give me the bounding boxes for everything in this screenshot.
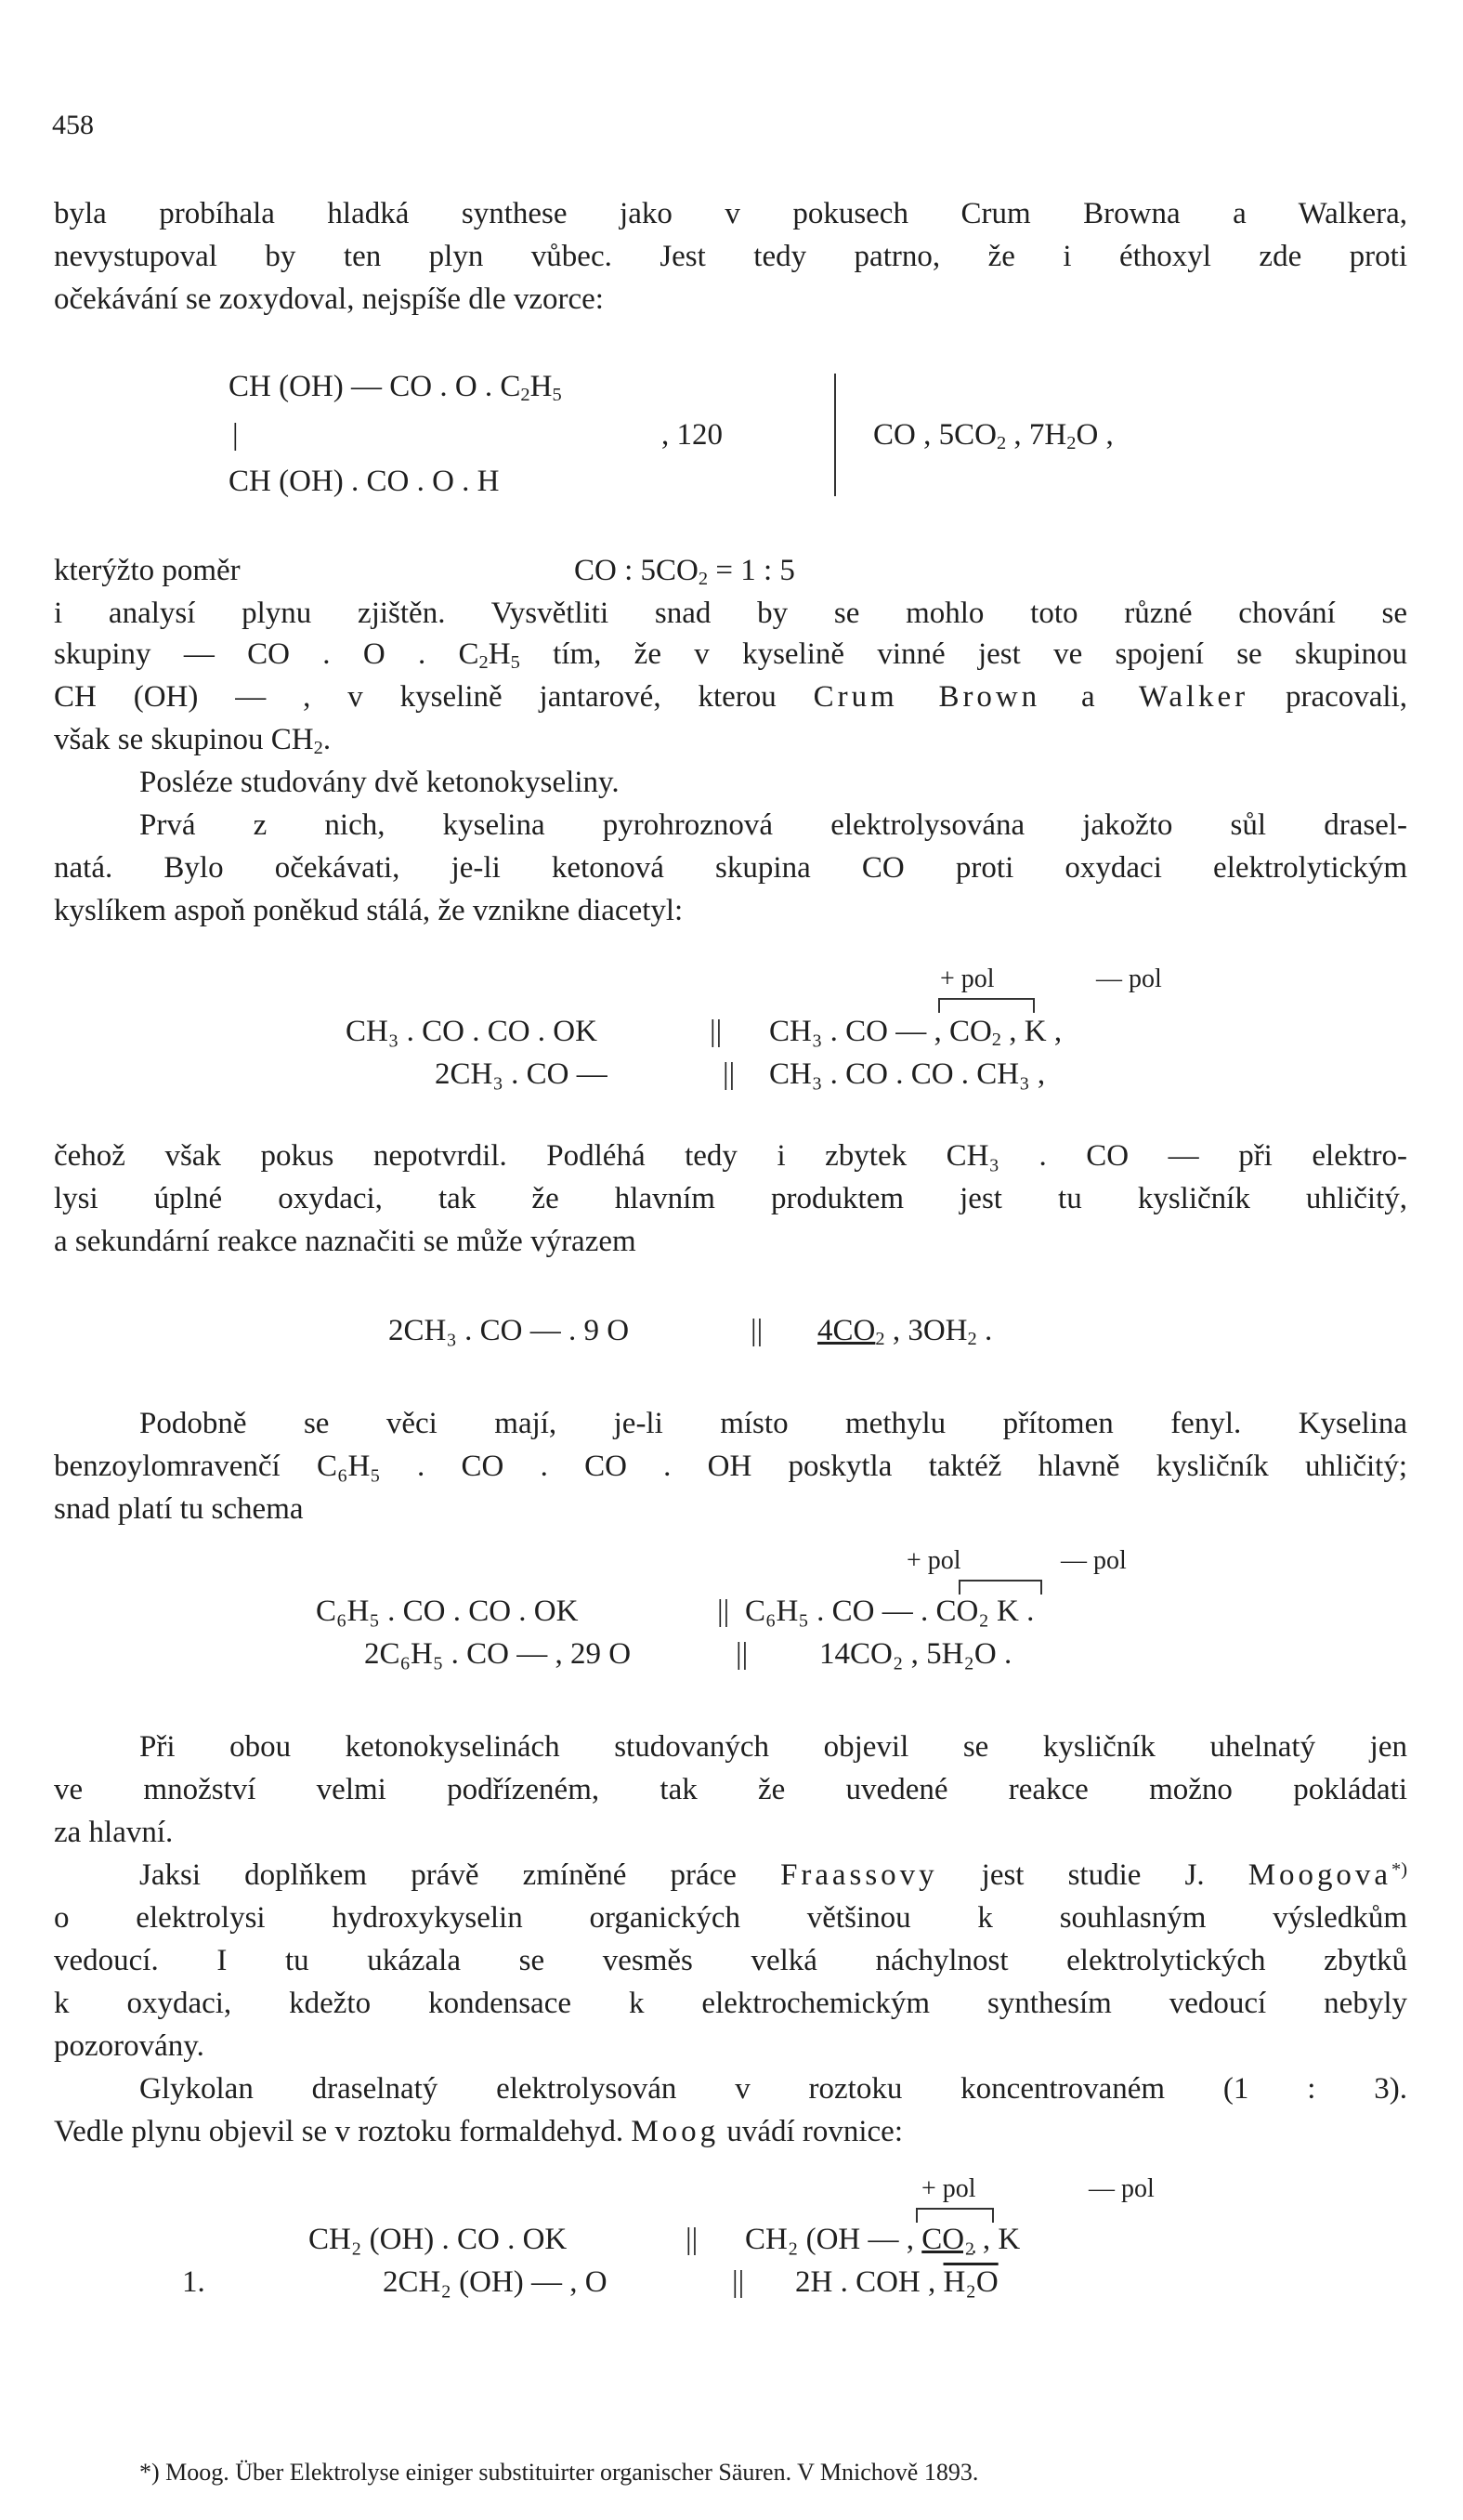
formula-row: CH₂ (OH — , CO₂ , K [745, 2223, 1021, 2256]
text-line: Prvá z nich, kyselina pyrohroznová elektrolysována jakožto sůl drasel- [139, 808, 1407, 842]
text-line: byla probíhala hladká synthese jako v pokusech Crum Browna a Walkera, [54, 197, 1407, 230]
text-line: Glykolan draselnatý elektrolysován v roztoku koncentrovaném (1 : 3). [139, 2072, 1407, 2106]
text-line: benzoylomravenčí C₆H₅ . CO . CO . OH poskytla taktéž hlavně kysličník uhličitý; [54, 1450, 1407, 1483]
formula-divider [834, 374, 836, 496]
formula-coefficient: , 120 [661, 418, 723, 452]
pole-label-positive: + pol [940, 965, 995, 993]
formula-divider: || [732, 2265, 745, 2299]
formula-row: C₆H₅ . CO — . CO₂ K . [745, 1595, 1035, 1628]
pole-label-negative: — pol [1089, 2174, 1155, 2203]
formula-products: CO , $5CO_2$ , $7H_2O$ , [873, 418, 1114, 454]
text-line: Jaksi doplňkem právě zmíněné práce Fraassovy jest studie J. Moogova*) [139, 1858, 1407, 1892]
text-line: očekávání se zoxydoval, nejspíše dle vzorce: [54, 282, 604, 316]
text-line: Posléze studovány dvě ketonokyseliny. [139, 766, 620, 799]
pole-label-positive: + pol [921, 2174, 976, 2203]
formula-row: 2CH₃ . CO — [435, 1057, 607, 1091]
pole-label-negative: — pol [1061, 1546, 1127, 1575]
pole-bracket [916, 2208, 994, 2223]
text-line: k oxydaci, kdežto kondensace k elektrochemickým synthesím vedoucí nebyly [54, 1987, 1407, 2020]
text-line: kterýžto poměr [54, 554, 241, 587]
formula-divider: || [686, 2223, 699, 2256]
formula-divider: || [710, 1015, 723, 1048]
text-line: čehož však pokus nepotvrdil. Podléhá tedy i zbytek CH₃ . CO — při elektro- [54, 1139, 1407, 1173]
page-number: 458 [52, 110, 94, 140]
formula-row: CH₂ (OH) . CO . OK [308, 2223, 568, 2256]
formula-row: 2H . COH , H₂O [795, 2265, 999, 2299]
formula-row: 14CO₂ , 5H₂O . [819, 1637, 1012, 1671]
text-line: skupiny — CO . O . $C_2H_5$ tím, že v kyselině vinné jest ve spojení se skupinou [54, 637, 1407, 674]
formula-row: $4CO_2$ , $3OH_2$ . [817, 1314, 993, 1350]
pole-label-negative: — pol [1096, 965, 1162, 993]
text-line: lysi úplné oxydaci, tak že hlavním produktem jest tu kysličník uhličitý, [54, 1182, 1407, 1215]
formula-row: CH (OH) . CO . O . H [229, 465, 500, 498]
formula-divider: || [717, 1595, 730, 1628]
text-line: vedoucí. I tu ukázala se vesměs velká náchylnost elektrolytických zbytků [54, 1944, 1407, 1977]
text-line: natá. Bylo očekávati, je-li ketonová skupina CO proti oxydaci elektrolytickým [54, 851, 1407, 885]
footnote: *) Moog. Über Elektrolyse einiger substituirter organischer Säuren. V Mnichově 1893. [139, 2459, 979, 2486]
text-line: pozorovány. [54, 2029, 204, 2063]
ratio-formula: CO : $5CO_2 = 1$ : 5 [574, 554, 795, 590]
text-line: nevystupoval by ten plyn vůbec. Jest tedy patrno, že i éthoxyl zde proti [54, 240, 1407, 273]
text-line: Vedle plynu objevil se v roztoku formaldehyd. Moog uvádí rovnice: [54, 2115, 903, 2148]
formula-row: CH₃ . CO . CO . CH₃ , [769, 1057, 1046, 1091]
text-line: kyslíkem aspoň poněkud stálá, že vznikne diacetyl: [54, 894, 684, 927]
text-line: CH (OH) — , v kyselině jantarové, kterou Crum Brown a Walker pracovali, [54, 680, 1407, 714]
equation-label: 1. [182, 2265, 205, 2299]
formula-row: C₆H₅ . CO . CO . OK [316, 1595, 579, 1628]
text-line: však se skupinou $CH_2$. [54, 723, 332, 759]
text-line: snad platí tu schema [54, 1492, 304, 1526]
formula-bond: | [232, 418, 239, 452]
pole-bracket [938, 998, 1035, 1013]
text-line: Při obou ketonokyselinách studovaných objevil se kysličník uhelnatý jen [139, 1730, 1407, 1764]
formula-row: 2C₆H₅ . CO — , 29 O [364, 1637, 632, 1671]
pole-label-positive: + pol [907, 1546, 961, 1575]
text-line: a sekundární reakce naznačiti se může výrazem [54, 1225, 636, 1258]
formula-row: CH (OH) — CO . O . $C_2H_5$ [229, 370, 562, 406]
text-line: za hlavní. [54, 1816, 174, 1849]
formula-divider: || [751, 1314, 764, 1347]
formula-row: CH₃ . CO — , $CO_2$ , K , [769, 1015, 1063, 1051]
formula-divider: || [723, 1057, 736, 1091]
formula-row: CH₃ . CO . CO . OK [346, 1015, 597, 1048]
pole-bracket [959, 1580, 1042, 1595]
formula-row: 2CH₂ (OH) — , O [383, 2265, 607, 2299]
text-line: ve množství velmi podřízeném, tak že uvedené reakce možno pokládati [54, 1773, 1407, 1806]
formula-divider: || [736, 1637, 749, 1671]
text-line: i analysí plynu zjištěn. Vysvětliti snad by se mohlo toto různé chování se [54, 597, 1407, 630]
formula-row: 2CH₃ . CO — . 9 O [388, 1314, 630, 1347]
text-line: o elektrolysi hydroxykyselin organických většinou k souhlasným výsledkům [54, 1901, 1407, 1935]
text-line: Podobně se věci mají, je-li místo methylu přítomen fenyl. Kyselina [139, 1407, 1407, 1440]
